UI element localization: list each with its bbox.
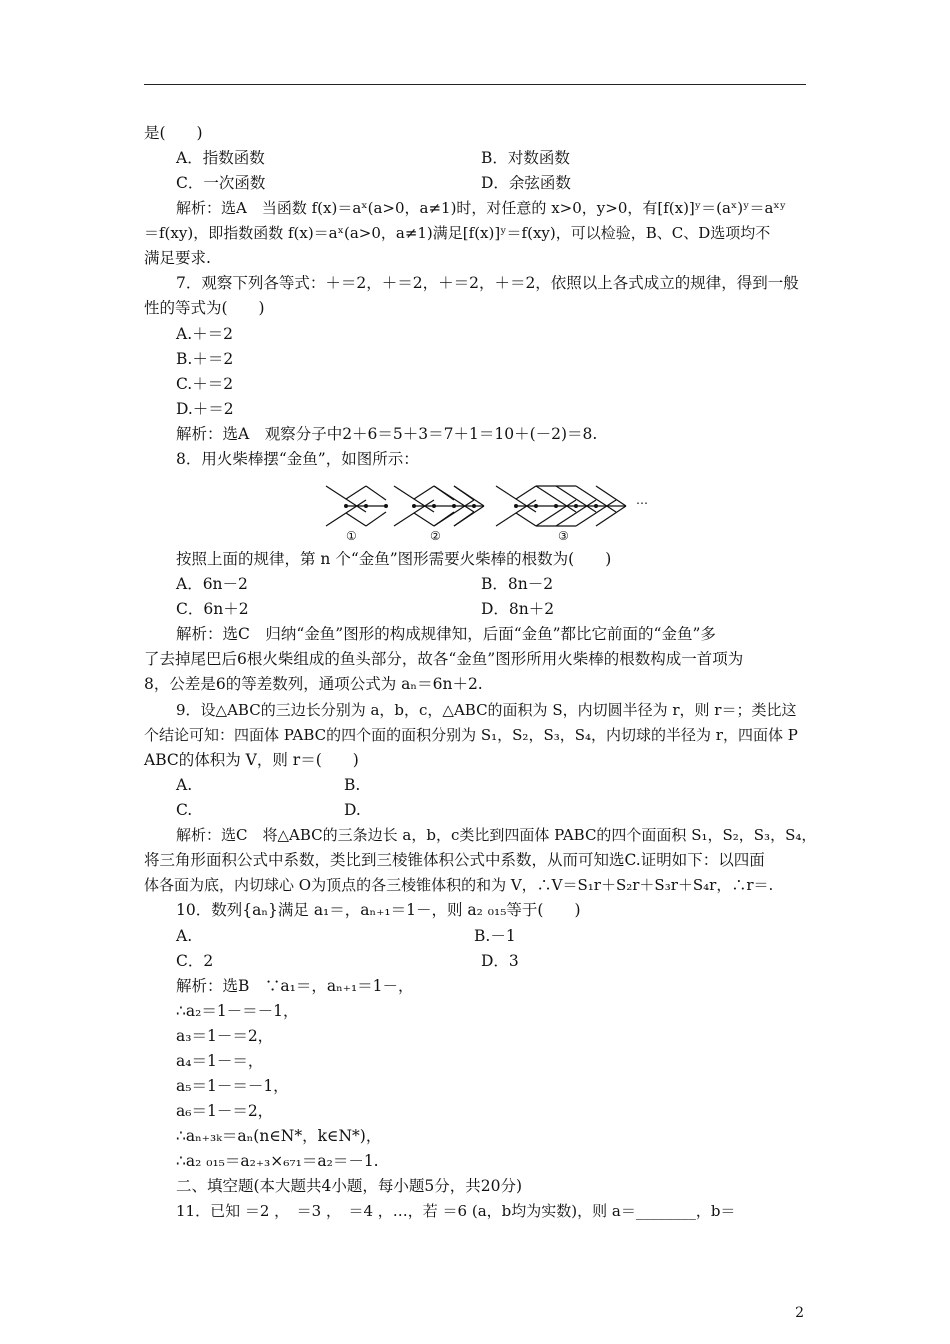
question-8: 8．用火柴棒摆“金鱼”，如图所示： [176,450,419,468]
text-line: a₄＝1－＝， [176,1052,264,1070]
option-a: A．6n－2 [176,575,248,593]
text-line: ∴a₂ ₀₁₅＝a₂₊₃×₆₇₁＝a₂＝－1. [176,1152,379,1170]
question-10: 10．数列{aₙ}满足 a₁＝，aₙ₊₁＝1－，则 a₂ ₀₁₅等于( ) [176,901,581,919]
question-7: 7．观察下列各等式：＋＝2，＋＝2，＋＝2，＋＝2，依照以上各式成立的规律，得到一般 [176,274,799,292]
option-d: D．余弦函数 [481,174,571,192]
text-line: 个结论可知：四面体 PABC的四个面的面积分别为 S₁，S₂，S₃，S₄，内切球的半径为 r，四面体 P [144,726,798,744]
text-line: 按照上面的规律，第 n 个“金鱼”图形需要火柴棒的根数为( ) [176,550,612,568]
figure-ellipsis: … [636,493,648,507]
goldfish-2 [394,486,484,526]
text-line: 解析：选C 将△ABC的三条边长 a，b，c类比到四面体 PABC的四个面面积 S₁，S₂，S₃，S₄， [176,826,817,844]
option-a: A.＋＝2 [176,325,233,343]
text-line: ＝f(xy)，即指数函数 f(x)＝aˣ(a>0，a≠1)满足[f(x)]ʸ＝f(xy)，可以检验，B、C、D选项均不 [144,224,771,242]
option-b: B. [344,776,361,794]
text-line: ∴a₂＝1－＝－1， [176,1002,299,1020]
header-rule [144,84,806,85]
figure-label-1: ① [346,529,357,543]
option-d: D．8n＋2 [481,600,555,618]
text-line: a₆＝1－＝2， [176,1102,274,1120]
text-line: 是( ) [144,124,203,142]
text-line: 满足要求. [144,249,211,267]
option-d: D．3 [481,952,519,970]
text-line: a₃＝1－＝2， [176,1027,274,1045]
option-a: A. [176,927,193,945]
option-c: C．6n＋2 [176,600,249,618]
text-line: 解析：选A 观察分子中2＋6＝5＋3＝7＋1＝10＋(－2)＝8. [176,425,598,443]
text-line: 解析：选A 当函数 f(x)＝aˣ(a>0，a≠1)时，对任意的 x>0，y>0，有[f(x)]ʸ＝(aˣ)ʸ＝aˣʸ [176,199,787,217]
option-b: B．8n－2 [481,575,554,593]
text-line: 解析：选B ∵a₁＝，aₙ₊₁＝1－， [176,977,414,995]
section-heading: 二、填空题(本大题共4小题，每小题5分，共20分) [176,1177,523,1195]
text-line: 将三角形面积公式中系数，类比到三棱锥体积公式中系数，从而可知选C.证明如下：以四面 [144,851,765,869]
text-line: ∴aₙ₊₃ₖ＝aₙ(n∈N*，k∈N*)， [176,1127,382,1145]
option-c: C.＋＝2 [176,375,234,393]
figure-label-2: ② [430,529,441,543]
option-c: C. [176,801,193,819]
option-d: D.＋＝2 [176,400,234,418]
goldfish-3 [496,486,626,526]
goldfish-1 [326,486,388,526]
option-b: B.－1 [474,927,516,945]
text-line: 了去掉尾巴后6根火柴组成的鱼头部分，故各“金鱼”图形所用火柴棒的根数构成一首项为 [144,650,744,668]
page-number: 2 [795,1305,804,1321]
goldfish-matchstick-figure [318,474,658,546]
option-b: B.＋＝2 [176,350,234,368]
text-line: ABC的体积为 V，则 r＝( ) [144,751,359,769]
option-a: A. [176,776,193,794]
text-line: 性的等式为( ) [144,299,265,317]
question-9: 9．设△ABC的三边长分别为 a，b，c，△ABC的面积为 S，内切圆半径为 r，则 r＝；类比这 [176,701,797,719]
text-line: 解析：选C 归纳“金鱼”图形的构成规律知，后面“金鱼”都比它前面的“金鱼”多 [176,625,716,643]
option-d: D. [344,801,361,819]
option-a: A．指数函数 [176,149,265,167]
question-11: 11．已知 ＝2 ， ＝3 ， ＝4 ，…，若 ＝6 (a，b均为实数)，则 a＝________，b＝ [176,1202,736,1220]
option-c: C．一次函数 [176,174,266,192]
text-line: a₅＝1－＝－1， [176,1077,289,1095]
option-b: B．对数函数 [481,149,570,167]
text-line: 体各面为底，内切球心 O为顶点的各三棱锥体积的和为 V，∴V＝S₁r＋S₂r＋S₃r＋S₄r，∴r＝. [144,876,774,894]
option-c: C．2 [176,952,214,970]
figure-label-3: ③ [558,529,569,543]
text-line: 8，公差是6的等差数列，通项公式为 aₙ＝6n＋2. [144,675,483,693]
